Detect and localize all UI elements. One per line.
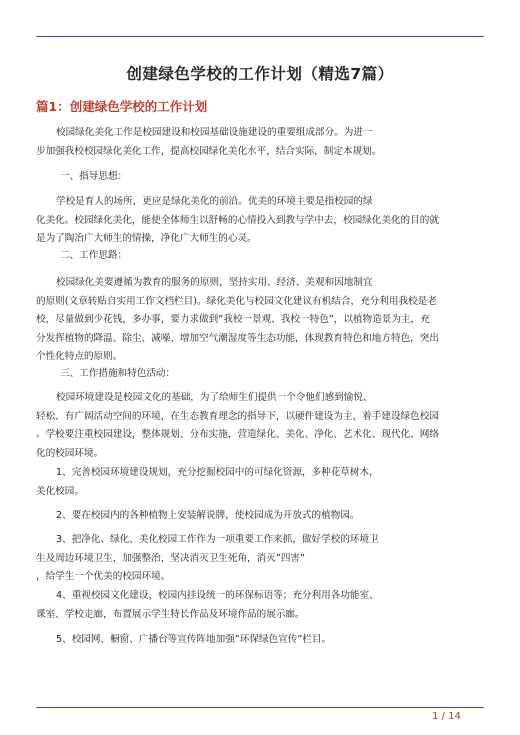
text-line: 2、要在校园内的各种植物上安装解说牌，使校园成为开放式的植物园。 xyxy=(56,510,360,521)
document-title: 创建绿色学校的工作计划（精选7篇） xyxy=(126,65,394,83)
text-line: 化美化。校园绿化美化，能使全体师生以舒畅的心情投入到教与学中去，校园绿化美化的目的就 xyxy=(36,214,439,226)
text-line: 轻松、有广阔活动空间的环境，在生态教育理念的指导下，以硬件建设为主，着手建设绿色校园 xyxy=(36,410,439,422)
text-line: 5、校园网、橱窗、广播台等宣传阵地加强”环保绿色宣传”栏目。 xyxy=(56,634,332,645)
paragraph-guiding-ideology xyxy=(36,193,486,249)
text-line: 一、指导思想： xyxy=(60,171,128,182)
text-line: 校，尽量做到少花钱，多办事，要力求做到”我校一景观、我校一特色”，以植物造景为主，充 xyxy=(36,314,430,326)
list-item-2 xyxy=(36,507,486,526)
text-line: 化的校园环境。 xyxy=(36,447,104,459)
text-line: 1、完善校园环境建设规划，充分挖掘校园中的可绿化资源，多种花草树木， xyxy=(56,467,379,478)
text-line: 二、工作思路： xyxy=(60,250,128,261)
heading-guiding-ideology xyxy=(36,168,486,187)
footer-rule xyxy=(36,707,484,708)
text-line: 。学校要注重校园建设，整体规划、分布实施，营造绿化、美化、净化、艺术化、现代化、网络 xyxy=(36,429,439,441)
text-line: 三、工作措施和特色活动： xyxy=(60,368,176,379)
text-line: 校园绿化美化工作是校园建设和校园基础设施建设的重要组成部分。为进一 xyxy=(56,127,373,138)
text-line: 美化校园。 xyxy=(36,485,84,497)
list-item-5 xyxy=(36,631,486,650)
page-indicator: 1 / 14 xyxy=(432,711,461,722)
section-heading: 篇1：创建绿色学校的工作计划 xyxy=(36,99,208,114)
text-line: 学校是育人的场所，更应是绿化美化的前沿。优美的环境主要是指校园的绿 xyxy=(56,196,373,207)
text-line: 个性化特点的原则。 xyxy=(36,351,123,363)
text-line: 是为了陶冶广大师生的情操，净化广大师生的心灵。 xyxy=(36,233,257,245)
text-line: ，给学生一个优美的校园环境。 xyxy=(36,571,171,583)
text-line: 步加强我校校园绿化美化工作，提高校园绿化美化水平，结合实际，制定本规划。 xyxy=(36,145,382,157)
text-line: 课室、学校走廊，布置展示学生特长作品及环境作品的展示廊。 xyxy=(36,608,305,620)
text-line: 分发挥植物的降温、除尘、减噪、增加空气潮湿度等生态功能，体现教育特色和地方特色，突出 xyxy=(36,332,439,344)
text-line: 校园环境建设是校园文化的基础，为了给师生们提供一个令他们感到愉悦、 xyxy=(56,392,373,403)
heading-work-approach xyxy=(36,247,486,266)
header-rule xyxy=(36,36,484,37)
text-line: 的原则(文章转贴自实用工作文档栏目)。绿化美化与校园文化建议有机结合，充分利用我校是老 xyxy=(36,295,437,307)
text-line: 4、重视校园文化建设，校园内挂设统一的环保标语等；充分利用各功能室、 xyxy=(56,590,379,601)
list-item-4 xyxy=(36,587,486,624)
list-item-1 xyxy=(36,464,486,501)
paragraph-measures xyxy=(36,389,486,463)
paragraph-intro xyxy=(36,124,486,161)
list-item-3 xyxy=(36,531,486,587)
text-line: 校园绿化美要遵循为教育的服务的原则，坚持实用、经济、美观和因地制宜 xyxy=(56,277,373,288)
heading-measures xyxy=(36,365,486,384)
paragraph-work-approach xyxy=(36,274,486,367)
text-line: 生及周边环境卫生，加强整治，坚决消灭卫生死角，消灭”四害” xyxy=(36,552,305,564)
text-line: 3、把净化、绿化、美化校园工作作为一项重要工作来抓，做好学校的环境卫 xyxy=(56,534,379,545)
